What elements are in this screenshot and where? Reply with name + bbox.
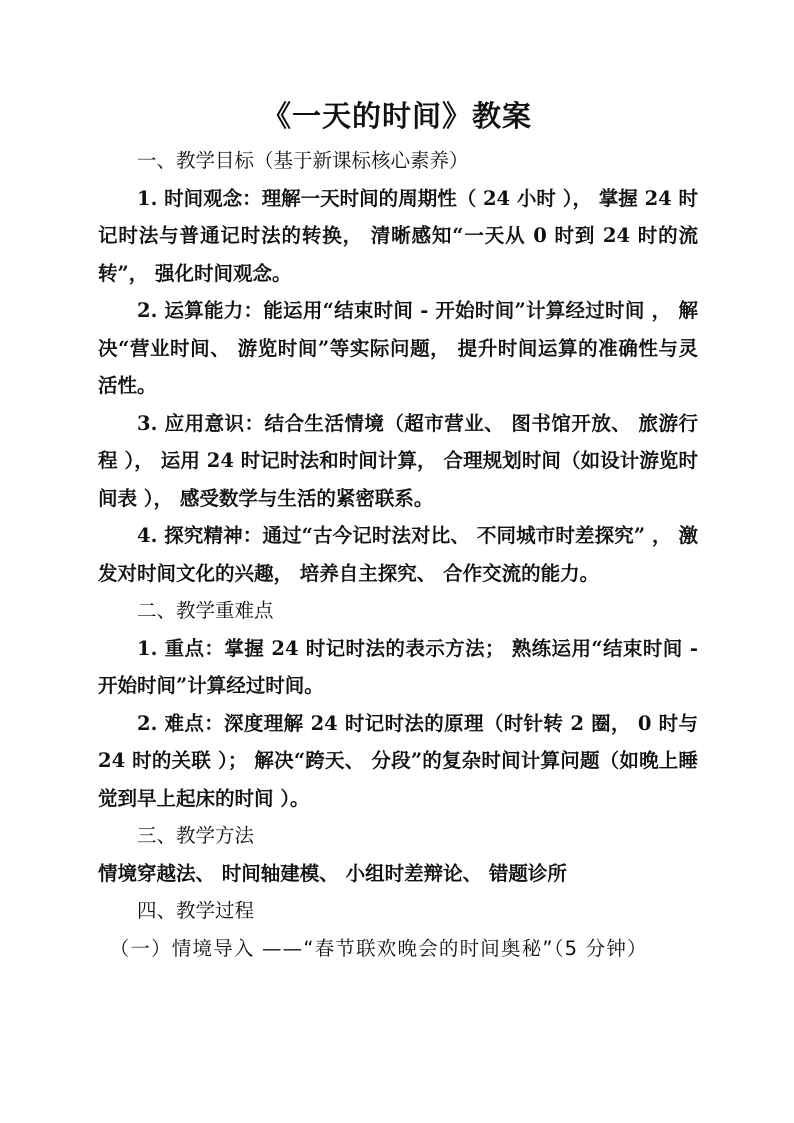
section-heading-process: 四、教学过程 [137, 899, 255, 922]
process-subheading-1: （一）情境导入 ——“春节联欢晚会的时间奥秘”（5 分钟） [109, 936, 648, 960]
section-heading-goals: 一、教学目标（基于新课标核心素养） [137, 149, 469, 172]
key-point-item-1: 1. 重点：掌握 24 时记时法的表示方法； 熟练运用“结束时间 - 开始时间”计算经过时间。 [98, 636, 698, 697]
goal-item-1: 1. 时间观念：理解一天时间的周期性（ 24 小时 ）， 掌握 24 时记时法与普通记时法的转换， 清晰感知“一天从 0 时到 24 时的流转”， 强化时间观念。 [98, 186, 698, 285]
section-heading-key-points: 二、教学重难点 [137, 599, 274, 622]
goal-item-2: 2. 运算能力：能运用“结束时间 - 开始时间”计算经过时间 ， 解决“营业时间、 游览时间”等实际问题， 提升时间运算的准确性与灵活性。 [98, 299, 698, 397]
key-point-item-2: 2. 难点：深度理解 24 时记时法的原理（时针转 2 圈， 0 时与 24 时的关联 ）； 解决“跨天、 分段”的复杂时间计算问题（如晚上睡觉到早上起床的时间 ）。 [98, 711, 698, 810]
document-title: 《一天的时间》教案 [261, 99, 532, 133]
goal-item-3: 3. 应用意识：结合生活情境（超市营业、 图书馆开放、 旅游行程 ）， 运用 24 时记时法和时间计算， 合理规划时间（如设计游览时间表 ）， 感受数学与生活的紧密联系。 [98, 411, 698, 510]
methods-list: 情境穿越法、 时间轴建模、 小组时差辩论、 错题诊所 [98, 861, 567, 885]
section-heading-methods: 三、教学方法 [137, 824, 255, 847]
document-body [98, 142, 698, 967]
goal-item-4: 4. 探究精神：通过“古今记时法对比、 不同城市时差探究” ， 激发对时间文化的兴趣， 培养自主探究、 合作交流的能力。 [98, 524, 698, 585]
